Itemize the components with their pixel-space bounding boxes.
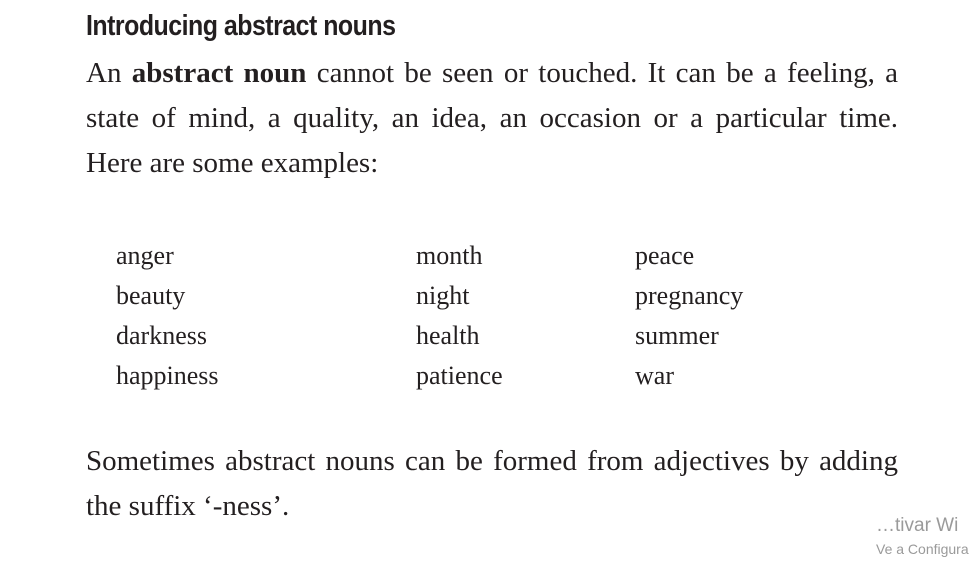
watermark-line-1: …tivar Wi: [876, 515, 959, 536]
example-word: night: [416, 281, 470, 310]
example-word: summer: [635, 321, 719, 350]
examples-column-3: [635, 236, 855, 396]
intro-text-after: cannot be seen or touched. It can be a feeling, a state of mind, a quality, an idea, an occasion or a particular time. Here are some examples:: [86, 57, 898, 179]
example-word: anger: [116, 241, 174, 270]
examples-column-1: [116, 236, 336, 396]
examples-column-2: [416, 236, 636, 396]
example-word: pregnancy: [635, 281, 744, 310]
example-word: happiness: [116, 361, 219, 390]
example-word: month: [416, 241, 483, 270]
outro-paragraph: Sometimes abstract nouns can be formed from adjectives by adding the suffix ‘-ness’.: [86, 445, 898, 522]
example-word: patience: [416, 361, 503, 390]
intro-text-before: An: [86, 57, 132, 89]
example-word: war: [635, 361, 674, 390]
example-word: darkness: [116, 321, 207, 350]
section-heading: Introducing abstract nouns: [86, 10, 396, 42]
watermark-line-2: Ve a Configura: [876, 541, 969, 557]
example-word: peace: [635, 241, 695, 270]
windows-activation-watermark: [876, 514, 969, 560]
intro-paragraph: [86, 51, 898, 186]
example-word: beauty: [116, 281, 186, 310]
example-word: health: [416, 321, 480, 350]
abstract-noun-term: abstract noun: [131, 57, 307, 89]
